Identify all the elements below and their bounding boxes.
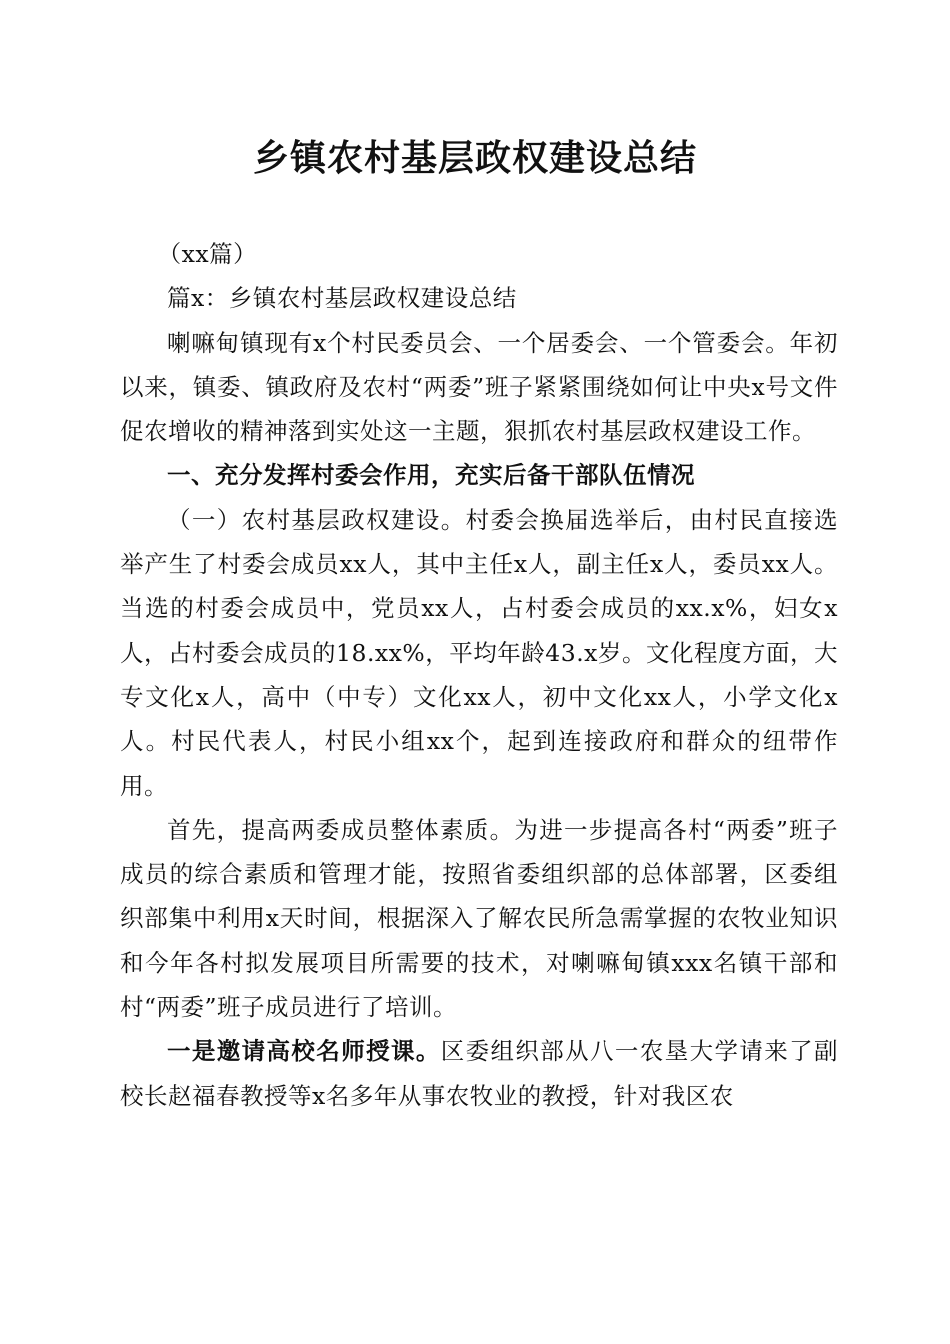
- section-heading: 一、充分发挥村委会作用，充实后备干部队伍情况: [167, 461, 695, 490]
- chapter-label: 篇x：乡镇农村基层政权建设总结: [167, 284, 517, 313]
- paragraph-continuation: 区委组织部从八一农垦大学请来了副校长赵福春教授等x名多年从事农牧业的教授，针对我区农: [120, 1037, 839, 1110]
- paragraph-lead: 一是邀请高校名师授课。: [167, 1037, 441, 1066]
- intro-paragraph: 喇嘛甸镇现有x个村民委员会、一个居委会、一个管委会。年初以来，镇委、镇政府及农村“两委”班子紧紧围绕如何让中央x号文件促农增收的精神落到实处这一主题，狠抓农村基层政权建设工作。: [120, 328, 838, 446]
- subtitle: （xx篇）: [157, 240, 258, 268]
- paragraph-lecturers: [120, 1029, 838, 1118]
- paragraph-quality: 首先，提高两委成员整体素质。为进一步提高各村“两委”班子成员的综合素质和管理才能，按照省委组织部的总体部署，区委组织部集中利用x天时间，根据深入了解农民所急需掌握的农牧业知识和今年各村拟发展项目所需要的技术，对喇嘛甸镇xxx名镇干部和村“两委”班子成员进行了培训。: [120, 815, 838, 1022]
- document-title: 乡镇农村基层政权建设总结: [252, 137, 697, 179]
- paragraph-grassroots: （一）农村基层政权建设。村委会换届选举后，由村民直接选举产生了村委会成员xx人，其中主任x人，副主任x人，委员xx人。当选的村委会成员中，党员xx人，占村委会成员的xx.x%，妇女x人，占村委会成员的18.xx%，平均年龄43.x岁。文化程度方面，大专文化x人，高中（中专）文化xx人，初中文化xx人，小学文化x人。村民代表人，村民小组xx个，起到连接政府和群众的纽带作用。: [120, 505, 838, 800]
- document-body: [120, 232, 838, 1118]
